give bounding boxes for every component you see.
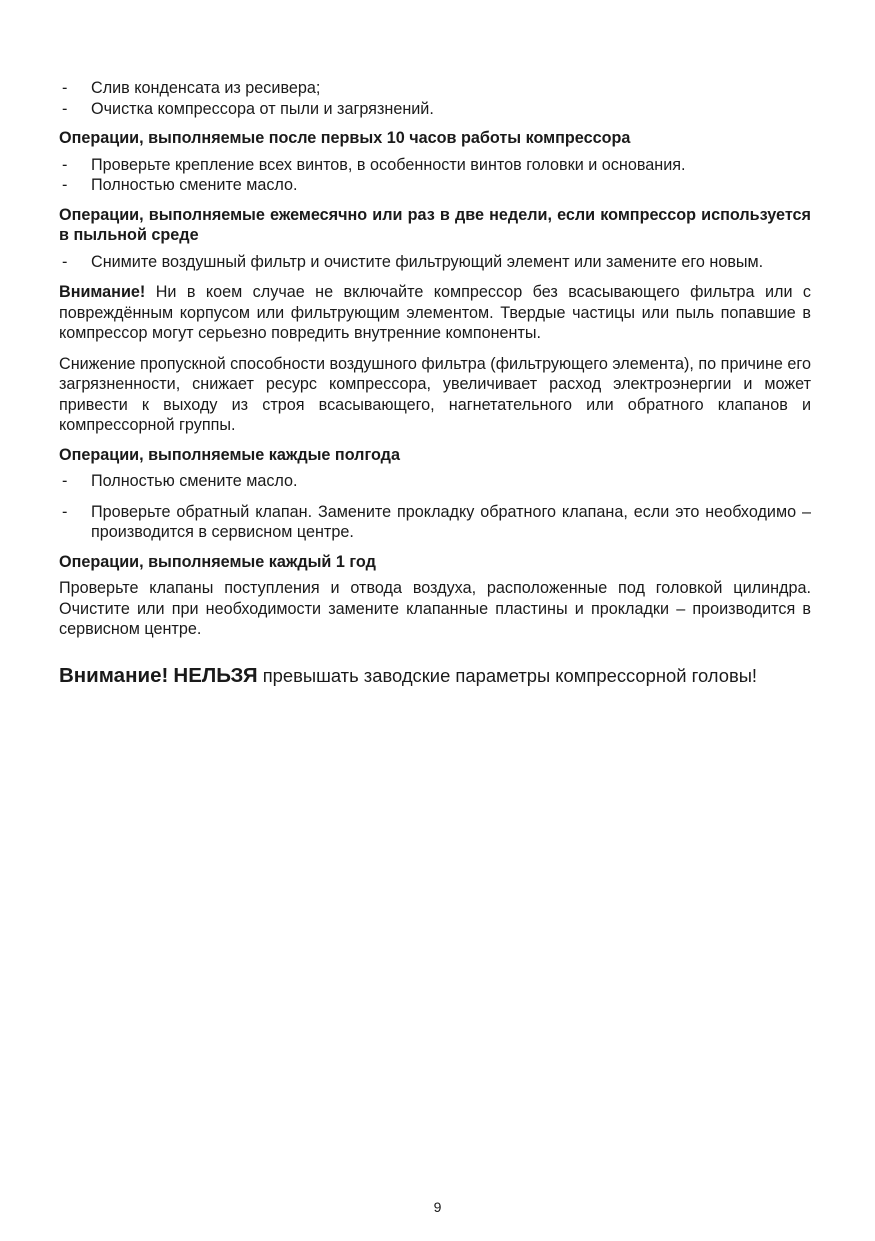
list-item [59, 471, 811, 492]
section-heading-yearly: Операции, выполняемые каждый 1 год [59, 552, 376, 571]
list-item-text: Полностью смените масло. [91, 176, 298, 194]
list-item-text: Проверьте крепление всех винтов, в особенности винтов головки и основания. [91, 155, 686, 174]
list-dash: - [62, 176, 68, 194]
final-warning-label: Внимание! [59, 663, 169, 687]
section-heading-10-hours: Операции, выполняемые после первых 10 часов работы компрессора [59, 129, 631, 147]
list-item-text: Очистка компрессора от пыли и загрязнений. [91, 99, 434, 118]
list-dash: - [62, 252, 68, 271]
list-dash: - [62, 472, 68, 490]
filter-warning-paragraph [59, 282, 811, 344]
final-warning [59, 664, 811, 688]
section-heading-monthly: Операции, выполняемые ежемесячно или раз в две недели, если компрессор используется в пыльной среде [59, 205, 811, 244]
warning-label: Внимание! [59, 283, 146, 301]
list-item [59, 502, 811, 543]
yearly-paragraph: Проверьте клапаны поступления и отвода воздуха, расположенные под головкой цилиндра. Очистите или при необходимости замените клапанные пластины и прокладки – производится в сервисном центре. [59, 579, 811, 638]
list-item [59, 175, 811, 196]
list-item [59, 78, 811, 99]
list-dash: - [62, 155, 68, 174]
list-item-text: Полностью смените масло. [91, 472, 298, 490]
final-warning-emphasis: НЕЛЬЗЯ [173, 663, 258, 687]
list-item-text: Проверьте обратный клапан. Замените прокладку обратного клапана, если это необходимо – производится в сервисном центре. [91, 502, 811, 541]
list-dash: - [62, 502, 68, 521]
warning-text: Ни в коем случае не включайте компрессор без всасывающего фильтра или с повреждённым корпусом или фильтрующим элементом. Твердые частицы или пыль попавшие в компрессор могут серьезно повредить внутренние компоненты. [59, 283, 811, 342]
list-item-text: Слив конденсата из ресивера; [91, 79, 321, 97]
list-dash: - [62, 99, 68, 118]
document-page [59, 78, 811, 688]
list-item-text: Снимите воздушный фильтр и очистите фильтрующий элемент или замените его новым. [91, 252, 764, 271]
section-heading-half-year: Операции, выполняемые каждые полгода [59, 445, 400, 464]
list-item [59, 252, 811, 273]
final-warning-text: превышать заводские параметры компрессорной головы! [257, 664, 758, 686]
filter-note-paragraph: Снижение пропускной способности воздушного фильтра (фильтрующего элемента), по причине его загрязненности, снижает ресурс компрессора, увеличивает расход электроэнергии и может привести к выходу из строя всасывающего, нагнетательного или обратного клапанов и компрессорной группы. [59, 354, 811, 434]
page-number: 9 [433, 1199, 442, 1215]
list-dash: - [62, 79, 68, 97]
list-item [59, 99, 811, 120]
list-item [59, 155, 811, 176]
